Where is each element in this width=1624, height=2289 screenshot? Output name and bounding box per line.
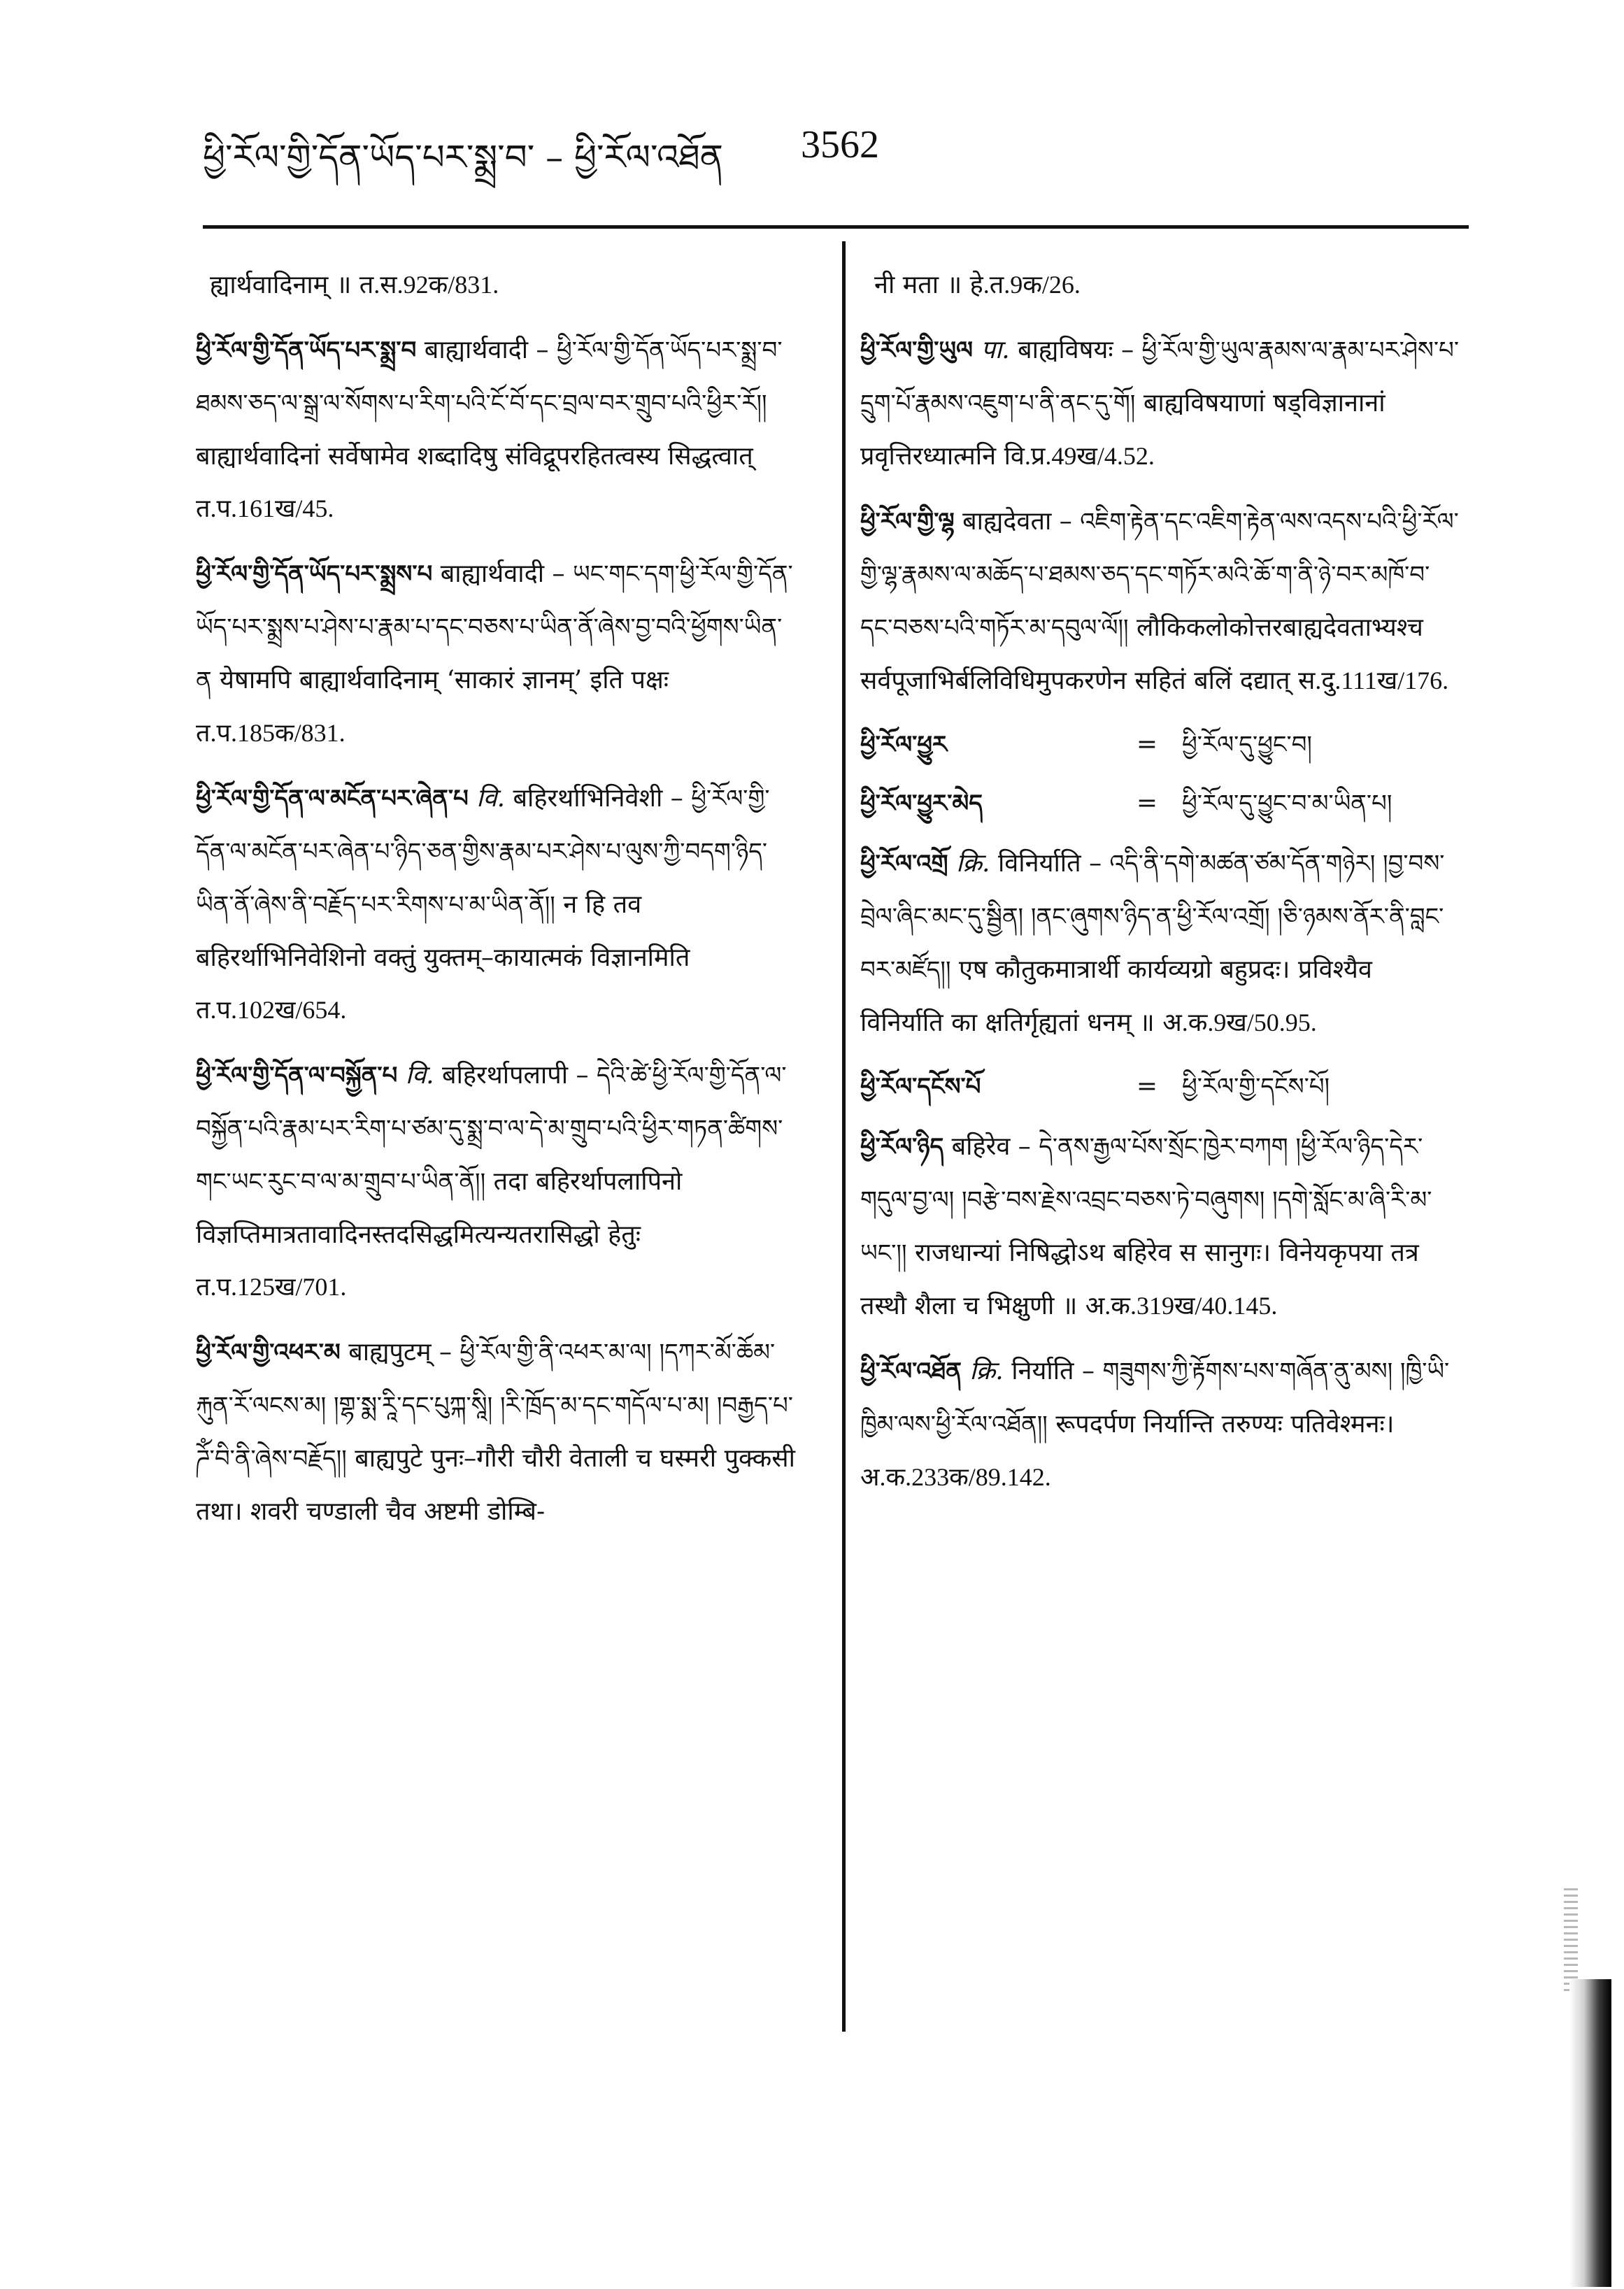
sanskrit-equivalent: बाह्यार्थवादी — [424, 336, 529, 364]
sanskrit-equivalent: बाह्यार्थवादी — [440, 559, 545, 588]
column-divider — [842, 241, 846, 2032]
running-head: ཕྱི་རོལ་གྱི་དོན་ཡོད་པར་སྨྲ་བ་ – ཕྱི་རོལ་འཐོན — [203, 137, 724, 178]
tibetan-citation: དེ་ནས་རྒྱལ་པོས་སྲོང་ཁྱེར་བཀག །ཕྱི་རོལ་ཉིད་དེར་གདུལ་བྱ་ལ། །བརྩེ་བས་རྗེས་འབྲང་བཅས་ཏེ་བཞུགས། །དགེ་སློང་མ་ཞི་རི་མ་ཡང་།། — [860, 1133, 1432, 1267]
source-reference: त.प.125ख/701. — [196, 1273, 347, 1301]
xref-equals: = — [1136, 730, 1158, 759]
right-column — [860, 259, 1462, 1516]
xref-headword: ཕྱི་རོལ་ཕྱུར — [860, 731, 948, 759]
tibetan-citation: ཕྱི་རོལ་གྱི་ནི་འཕར་མ་ལ། །དཀར་མོ་ཆོམ་རྐུན་རོ་ལངས་མ། །གྷ་སྨ་རཱི་དང་པུཀྐ་སཱི། །རི་ཁྲོད་མ་དང་གདོལ་པ་མ། །བརྒྱད་པ་ཌོཾ་བི་ནི་ཞེས་བརྗོད།། — [196, 1339, 793, 1473]
headword: ཕྱི་རོལ་གྱི་ལྷ — [860, 508, 955, 536]
sanskrit-citation: बाह्यविषयाणां षड्विज्ञानानां प्रवृत्तिरध्यात्मनि — [860, 389, 1386, 471]
dictionary-entry: ཕྱི་རོལ་གྱི་ལྷ बाह्यदेवता – འཇིག་རྟེན་དང་འཇིག་རྟེན་ལས་འདས་པའི་ཕྱི་རོལ་གྱི་ལྷ་རྣམས་ལ་མཆོད་པ་ཐམས་ཅད་དང་གཏོར་མའི་ཆོ་ག་ནི་ཉེ་བར་མཁོ་བ་དང་བཅས་པའི་གཏོར་མ་དབུལ་ལོ།། लौकिकलोकोत्तरबाह्यदेवताभ्यश्च सर्वपूजाभिर्बलिविधिमुपकरणेन सहितं बलिं दद्यात् स.दु.111ख/176. — [860, 507, 1459, 695]
sanskrit-citation: येषामपि बाह्यार्थवादिनाम् ‘साकारं ज्ञानम्’ इति पक्षः — [220, 666, 669, 694]
cross-reference — [860, 778, 1462, 829]
tibetan-citation: ཕྱི་རོལ་གྱི་དོན་ལ་མངོན་པར་ཞེན་པ་ཉིད་ཅན་གྱིས་རྣམ་པར་ཤེས་པ་ལུས་ཀྱི་བདག་ཉིད་ཡིན་ནོ་ཞེས་ནི་བརྗོད་པར་རིགས་པ་མ་ཡིན་ནོ།། — [196, 785, 770, 919]
sanskrit-citation: लौकिकलोकोत्तरबाह्यदेवताभ्यश्च सर्वपूजाभिर्बलिविधिमुपकरणेन सहितं बलिं दद्यात् — [860, 613, 1423, 695]
scan-edge-shadow — [1569, 1979, 1611, 2287]
headword: ཕྱི་རོལ་གྱི་དོན་ལ་བསྐྱོན་པ — [196, 1062, 398, 1090]
xref-target: ཕྱི་རོལ་དུ་ཕྱུང་བ། — [1182, 731, 1312, 759]
dictionary-entry: ཕྱི་རོལ་གྱི་དོན་ལ་མངོན་པར་ཞེན་པ वि. बहिरर्थाभिनिवेशी – ཕྱི་རོལ་གྱི་དོན་ལ་མངོན་པར་ཞེན་པ་ཉིད་ཅན་གྱིས་རྣམ་པར་ཤེས་པ་ལུས་ཀྱི་བདག་ཉིད་ཡིན་ནོ་ཞེས་ནི་བརྗོད་པར་རིགས་པ་མ་ཡིན་ནོ།། न हि तव बहिरर्थाभिनिवेशिनो वक्तुं युक्तम्–कायात्मकं विज्ञानमिति त.प.102ख/654. — [196, 784, 770, 1024]
dictionary-entry: ཕྱི་རོལ་གྱི་འཕར་མ बाह्यपुटम् – ཕྱི་རོལ་གྱི་ནི་འཕར་མ་ལ། །དཀར་མོ་ཆོམ་རྐུན་རོ་ལངས་མ། །གྷ་སྨ་རཱི་དང་པུཀྐ་སཱི། །རི་ཁྲོད་མ་དང་གདོལ་པ་མ། །བརྒྱད་པ་ཌོཾ་བི་ནི་ཞེས་བརྗོད།། बाह्यपुटे पुनः–गौरी चौरी वेताली च घस्मरी पुक्कसी तथा। शवरी चण्डाली चैव अष्टमी डोम्बि- — [196, 1338, 795, 1526]
headword: ཕྱི་རོལ་གྱི་དོན་ཡོད་པར་སྨྲ་བ — [196, 336, 417, 364]
xref-target: ཕྱི་རོལ་དུ་ཕྱུང་བ་མ་ཡིན་པ། — [1182, 790, 1392, 818]
sanskrit-equivalent: बहिरर्थाभिनिवेशी — [513, 784, 663, 813]
sanskrit-citation: न हि तव बहिरर्थाभिनिवेशिनो वक्तुं युक्तम्–कायात्मकं विज्ञानमिति — [196, 890, 690, 972]
sanskrit-citation: रूपदर्पण निर्यान्ति तरुण्यः पतिवेश्मनः। — [1055, 1410, 1395, 1439]
header-rule — [203, 225, 1469, 229]
headword: ཕྱི་རོལ་གྱི་དོན་ལ་མངོན་པར་ཞེན་པ — [196, 785, 469, 813]
headword: ཕྱི་རོལ་གྱི་ཡུལ — [860, 336, 973, 364]
source-reference: त.प.185क/831. — [196, 719, 346, 747]
tibetan-citation: དེའི་ཚེ་ཕྱི་རོལ་གྱི་དོན་ལ་བསྐྱོན་པའི་རྣམ་པར་རིག་པ་ཙམ་དུ་སྨྲ་བ་ལ་དེ་མ་གྲུབ་པའི་ཕྱིར་གཏན་ཚིགས་གང་ཡང་རུང་བ་ལ་མ་གྲུབ་པ་ཡིན་ནོ།། — [196, 1062, 787, 1196]
tibetan-citation: ཡང་གང་དག་ཕྱི་རོལ་གྱི་དོན་ཡོད་པར་སྨྲས་པ་ཤེས་པ་རྣམ་པ་དང་བཅས་པ་ཡིན་ནོ་ཞེས་བྱ་བའི་ཕྱོགས་ཡིན་ན — [196, 560, 793, 694]
source-reference: त.प.161ख/45. — [196, 494, 334, 522]
grammar-label: क्रि. — [969, 1357, 1004, 1385]
sanskrit-citation: बाह्यपुटे पुनः–गौरी चौरी वेताली च घस्मरी पुक्कसी तथा। शवरी चण्डाली चैव अष्टमी डोम्बि- — [196, 1444, 795, 1526]
xref-headword: ཕྱི་རོལ་ཕྱུར་མེད — [860, 790, 983, 818]
tibetan-citation: ཕྱི་རོལ་གྱི་ཡུལ་རྣམས་ལ་རྣམ་པར་ཤེས་པ་དྲུག་པོ་རྣམས་འཇུག་པ་ནི་ནང་དུ་གོ། — [860, 336, 1459, 418]
sanskrit-equivalent: बाह्यपुटम् — [348, 1338, 432, 1367]
xref-headword: ཕྱི་རོལ་དངོས་པོ — [860, 1073, 981, 1101]
source-reference: हे.त.9क/26. — [969, 271, 1081, 299]
dictionary-entry: ཕྱི་རོལ་ཉིད बहिरेव – དེ་ནས་རྒྱལ་པོས་སྲོང་ཁྱེར་བཀག །ཕྱི་རོལ་ཉིད་དེར་གདུལ་བྱ་ལ། །བརྩེ་བས་རྗེས་འབྲང་བཅས་ཏེ་བཞུགས། །དགེ་སློང་མ་ཞི་རི་མ་ཡང་།། राजधान्यां निषिद्धोऽथ बहिरेव स सानुगः। विनेयकृपया तत्र तस्थौ शैला च भिक्षुणी ॥ अ.क.319ख/40.145. — [860, 1132, 1432, 1320]
source-reference: अ.क.9ख/50.95. — [1162, 1008, 1317, 1036]
source-reference: अ.क.319ख/40.145. — [1085, 1292, 1278, 1320]
scan-edge-marks — [1564, 1888, 1578, 1993]
headword: ཕྱི་རོལ་གྱི་འཕར་མ — [196, 1339, 341, 1367]
dictionary-entry: ཕྱི་རོལ་གྱི་དོན་ཡོད་པར་སྨྲ་བ बाह्यार्थवादी – ཕྱི་རོལ་གྱི་དོན་ཡོད་པར་སྨྲ་བ་ཐམས་ཅད་ལ་སྒྲ་ལ་སོགས་པ་རིག་པའི་ངོ་བོ་དང་བྲལ་བར་གྲུབ་པའི་ཕྱིར་རོ།། बाह्यार्थवादिनां सर्वेषामेव शब्दादिषु संविद्रूपरहितत्वस्य सिद्धत्वात् त.प.161ख/45. — [196, 336, 783, 522]
dictionary-entry: ཕྱི་རོལ་འཐོན क्रि. निर्याति – གཟུགས་ཀྱི་རྟོགས་པས་གཞོན་ནུ་མས། །ཁྱི་ཡི་ཁྱིམ་ལས་ཕྱི་རོལ་འཐོན།། रूपदर्पण निर्यान्ति तरुण्यः पतिवेश्मनः। अ.क.233क/89.142. — [860, 1357, 1450, 1491]
tibetan-citation: འདི་ནི་དགེ་མཚན་ཙམ་དོན་གཉེར། །བྱ་བས་བྲེལ་ཞིང་མང་དུ་སྦྱིན། །ནང་ཞུགས་ཉིད་ན་ཕྱི་རོལ་འགྲོ། །ཅི་ཉམས་ནོར་ནི་བླང་བར་མཛོད།། — [860, 850, 1445, 984]
entry-text: नी मता ॥ — [874, 271, 962, 299]
sanskrit-equivalent: बहिरर्थापलापी — [442, 1061, 569, 1090]
grammar-label: पा. — [981, 336, 1010, 364]
headword: ཕྱི་རོལ་ཉིད — [860, 1133, 944, 1161]
headword: ཕྱི་རོལ་གྱི་དོན་ཡོད་པར་སྨྲས་པ — [196, 560, 433, 588]
xref-equals: = — [1136, 789, 1158, 818]
source-reference: त.स.92क/831. — [359, 271, 499, 299]
dictionary-entry: ཕྱི་རོལ་གྱི་དོན་ལ་བསྐྱོན་པ वि. बहिरर्थापलापी – དེའི་ཚེ་ཕྱི་རོལ་གྱི་དོན་ལ་བསྐྱོན་པའི་རྣམ་པར་རིག་པ་ཙམ་དུ་སྨྲ་བ་ལ་དེ་མ་གྲུབ་པའི་ཕྱིར་གཏན་ཚིགས་གང་ཡང་རུང་བ་ལ་མ་གྲུབ་པ་ཡིན་ནོ།། तदा बहिरर्थापलापिनो विज्ञप्तिमात्रतावादिनस्तदसिद्धमित्यन्यतरासिद्धो हेतुः त.प.125ख/701. — [196, 1061, 787, 1301]
source-reference: त.प.102ख/654. — [196, 996, 347, 1024]
tibetan-citation: ཕྱི་རོལ་གྱི་དོན་ཡོད་པར་སྨྲ་བ་ཐམས་ཅད་ལ་སྒྲ་ལ་སོགས་པ་རིག་པའི་ངོ་བོ་དང་བྲལ་བར་གྲུབ་པའི་ཕྱིར་རོ།། — [196, 336, 783, 418]
dictionary-entry: ཕྱི་རོལ་གྱི་དོན་ཡོད་པར་སྨྲས་པ बाह्यार्थवादी – ཡང་གང་དག་ཕྱི་རོལ་གྱི་དོན་ཡོད་པར་སྨྲས་པ་ཤེས་པ་རྣམ་པ་དང་བཅས་པ་ཡིན་ནོ་ཞེས་བྱ་བའི་ཕྱོགས་ཡིན་ན येषामपि बाह्यार्थवादिनाम् ‘साकारं ज्ञानम्’ इति पक्षः त.प.185क/831. — [196, 559, 793, 747]
xref-equals: = — [1136, 1072, 1158, 1101]
sanskrit-citation: बाह्यार्थवादिनां सर्वेषामेव शब्दादिषु संविद्रूपरहितत्वस्य सिद्धत्वात् — [196, 442, 753, 471]
sanskrit-equivalent: विनिर्याति — [997, 849, 1081, 878]
cross-reference — [860, 1062, 1462, 1112]
entry-text: ह्यार्थवादिनाम् ॥ — [210, 271, 352, 299]
grammar-label: क्रि. — [956, 849, 990, 878]
source-reference: स.दु.111ख/176. — [1297, 666, 1449, 694]
xref-target: ཕྱི་རོལ་གྱི་དངོས་པོ། — [1182, 1073, 1330, 1101]
left-column — [196, 259, 797, 1550]
headword: ཕྱི་རོལ་འགྲོ — [860, 850, 948, 878]
dictionary-entry: ཕྱི་རོལ་འགྲོ क्रि. विनिर्याति – འདི་ནི་དགེ་མཚན་ཙམ་དོན་གཉེར། །བྱ་བས་བྲེལ་ཞིང་མང་དུ་སྦྱིན། །ནང་ཞུགས་ཉིད་ན་ཕྱི་རོལ་འགྲོ། །ཅི་ཉམས་ནོར་ནི་བླང་བར་མཛོད།། एष कौतुकमात्रार्थी कार्यव्यग्रो बहुप्रदः। प्रविश्यैव विनिर्याति का क्षतिर्गृह्यतां धनम् ॥ अ.क.9ख/50.95. — [860, 849, 1445, 1037]
headword: ཕྱི་རོལ་འཐོན — [860, 1357, 962, 1385]
tibetan-citation: འཇིག་རྟེན་དང་འཇིག་རྟེན་ལས་འདས་པའི་ཕྱི་རོལ་གྱི་ལྷ་རྣམས་ལ་མཆོད་པ་ཐམས་ཅད་དང་གཏོར་མའི་ཆོ་ག་ནི་ཉེ་བར་མཁོ་བ་དང་བཅས་པའི་གཏོར་མ་དབུལ་ལོ།། — [860, 508, 1459, 642]
source-reference: वि.प्र.49ख/4.52. — [1004, 442, 1155, 470]
source-reference: अ.क.233क/89.142. — [860, 1463, 1051, 1491]
sanskrit-equivalent: बहिरेव — [951, 1132, 1011, 1161]
sanskrit-citation: राजधान्यां निषिद्धोऽथ बहिरेव स सानुगः। विनेयकृपया तत्र तस्थौ शैला च भिक्षुणी ॥ — [860, 1239, 1419, 1320]
sanskrit-equivalent: निर्याति — [1011, 1357, 1074, 1385]
page-number: 3562 — [801, 123, 879, 166]
cross-reference — [860, 720, 1462, 770]
grammar-label: वि. — [405, 1061, 434, 1090]
tibetan-citation: གཟུགས་ཀྱི་རྟོགས་པས་གཞོན་ནུ་མས། །ཁྱི་ཡི་ཁྱིམ་ལས་ཕྱི་རོལ་འཐོན།། — [860, 1357, 1450, 1439]
sanskrit-equivalent: बाह्यविषयः — [1018, 336, 1113, 364]
entry-continuation — [860, 259, 1462, 311]
grammar-label: वि. — [476, 784, 506, 813]
sanskrit-citation: एष कौतुकमात्रार्थी कार्यव्यग्रो बहुप्रदः। प्रविश्यैव विनिर्याति का क्षतिर्गृह्यतां धनम् ॥ — [860, 955, 1372, 1037]
sanskrit-citation: तदा बहिरर्थापलापिनो विज्ञप्तिमात्रतावादिनस्तदसिद्धमित्यन्यतरासिद्धो हेतुः — [196, 1167, 683, 1249]
dictionary-entry: ཕྱི་རོལ་གྱི་ཡུལ पा. बाह्यविषयः – ཕྱི་རོལ་གྱི་ཡུལ་རྣམས་ལ་རྣམ་པར་ཤེས་པ་དྲུག་པོ་རྣམས་འཇུག་པ་ནི་ནང་དུ་གོ། बाह्यविषयाणां षड्विज्ञानानां प्रवृत्तिरध्यात्मनि वि.प्र.49ख/4.52. — [860, 336, 1459, 471]
sanskrit-equivalent: बाह्यदेवता — [962, 507, 1052, 536]
entry-continuation — [196, 259, 797, 311]
